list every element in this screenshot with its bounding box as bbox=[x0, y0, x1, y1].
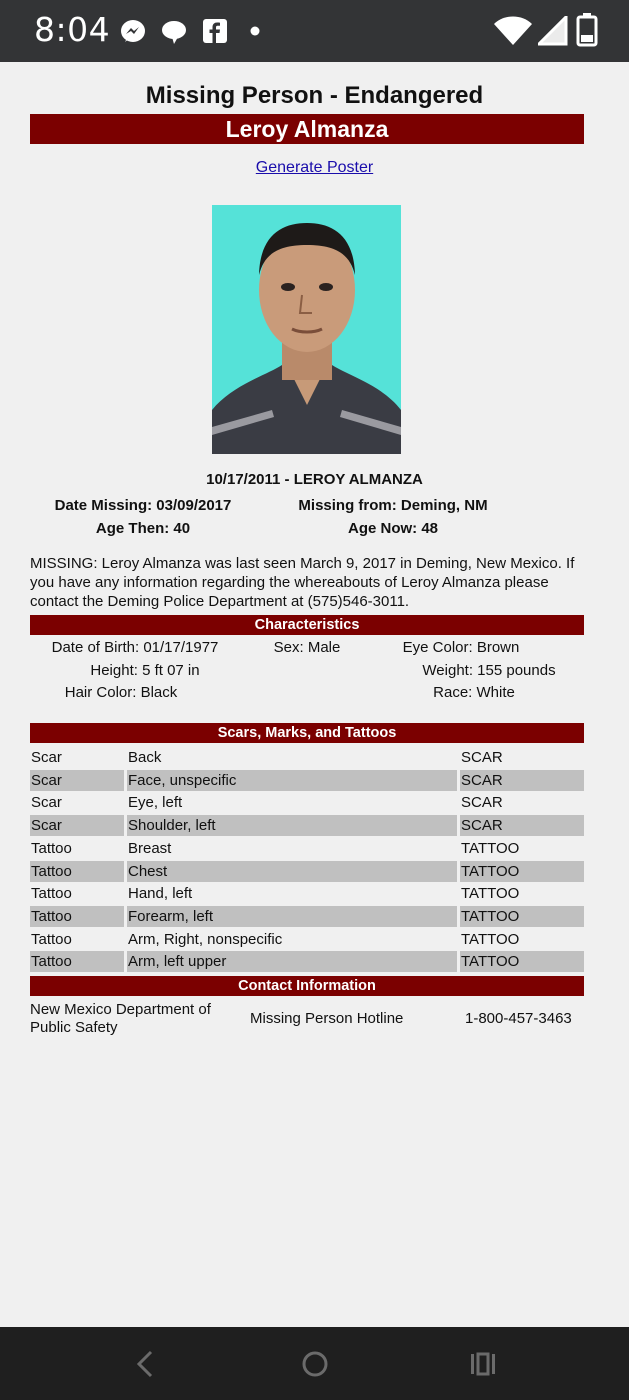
smt-type: Tattoo bbox=[30, 906, 124, 927]
contact-agency: New Mexico Department of Public Safety bbox=[30, 1001, 211, 1036]
smt-location: Breast bbox=[128, 839, 172, 857]
date-missing: Date Missing: 03/09/2017 bbox=[54, 497, 232, 514]
smt-type: Scar bbox=[30, 815, 124, 836]
dot-icon bbox=[250, 26, 260, 36]
eye-color: Eye Color: Brown bbox=[402, 639, 520, 656]
smt-type: Scar bbox=[31, 794, 62, 812]
smt-location: Hand, left bbox=[128, 885, 193, 903]
generate-poster-link[interactable]: Generate Poster bbox=[255, 159, 374, 176]
missing-description: MISSING: Leroy Almanza was last seen March 9, 2017 in Deming, New Mexico. If you have any information regarding the whereabouts of Leroy Almanza please contact the Deming Police Department at (575)546-3011. bbox=[30, 555, 575, 610]
recents-icon[interactable] bbox=[468, 1349, 498, 1379]
smt-category: TATTOO bbox=[460, 951, 584, 972]
smt-row bbox=[30, 883, 584, 904]
contact-line: Missing Person Hotline bbox=[250, 1010, 404, 1027]
person-name-banner: Leroy Almanza bbox=[30, 114, 584, 144]
contact-phone[interactable]: 1-800-457-3463 bbox=[465, 1010, 572, 1027]
chat-bubble-icon bbox=[160, 19, 188, 45]
battery-icon bbox=[576, 13, 598, 47]
smt-location: Forearm, left bbox=[127, 906, 457, 927]
smt-location: Shoulder, left bbox=[127, 815, 457, 836]
messenger-icon bbox=[120, 19, 146, 45]
wifi-icon bbox=[494, 16, 532, 46]
smt-category: TATTOO bbox=[461, 839, 520, 857]
hair-color: Hair Color: Black bbox=[64, 684, 178, 701]
person-photo bbox=[212, 205, 401, 454]
smt-category: TATTOO bbox=[460, 861, 584, 882]
age-then: Age Then: 40 bbox=[95, 520, 191, 537]
missing-from: Missing from: Deming, NM bbox=[298, 497, 488, 514]
smt-row bbox=[30, 815, 584, 836]
smt-category: TATTOO bbox=[460, 906, 584, 927]
smt-category: TATTOO bbox=[461, 930, 520, 948]
weight: Weight: 155 pounds bbox=[422, 662, 556, 679]
smt-category: SCAR bbox=[460, 815, 584, 836]
photo-caption: 10/17/2011 - LEROY ALMANZA bbox=[206, 471, 423, 488]
back-icon[interactable] bbox=[133, 1349, 157, 1379]
age-now: Age Now: 48 bbox=[347, 520, 438, 537]
smt-row bbox=[30, 929, 584, 950]
smt-row bbox=[30, 861, 584, 882]
smt-row bbox=[30, 951, 584, 972]
home-icon[interactable] bbox=[300, 1349, 330, 1379]
smt-category: SCAR bbox=[460, 770, 584, 791]
smt-category: SCAR bbox=[461, 749, 503, 766]
sex: Sex: Male bbox=[273, 639, 341, 656]
smt-row bbox=[30, 906, 584, 927]
facebook-icon bbox=[203, 19, 227, 43]
smt-category: TATTOO bbox=[461, 885, 520, 903]
race: Race: White bbox=[433, 684, 515, 701]
status-time: 8:04 bbox=[34, 10, 111, 49]
smt-header: Scars, Marks, and Tattoos bbox=[30, 723, 584, 743]
navigation-bar bbox=[0, 1327, 629, 1400]
smt-location: Arm, Right, nonspecific bbox=[128, 930, 283, 948]
page-title: Missing Person - Endangered bbox=[145, 82, 484, 109]
smt-type: Tattoo bbox=[31, 930, 72, 948]
smt-type: Tattoo bbox=[30, 861, 124, 882]
smt-type: Tattoo bbox=[30, 951, 124, 972]
smt-type: Scar bbox=[31, 749, 62, 766]
smt-location: Chest bbox=[127, 861, 457, 882]
smt-category: SCAR bbox=[461, 794, 503, 812]
smt-row bbox=[30, 792, 584, 813]
smt-type: Tattoo bbox=[31, 885, 72, 903]
person-photo-illustration bbox=[212, 205, 401, 454]
smt-type: Scar bbox=[30, 770, 124, 791]
contact-header: Contact Information bbox=[30, 976, 584, 996]
smt-row bbox=[30, 838, 584, 859]
page-content bbox=[0, 62, 629, 1327]
smt-type: Tattoo bbox=[31, 839, 72, 857]
date-of-birth: Date of Birth: 01/17/1977 bbox=[51, 639, 219, 656]
characteristics-header: Characteristics bbox=[30, 615, 584, 635]
smt-location: Face, unspecific bbox=[127, 770, 457, 791]
status-bar bbox=[0, 0, 629, 62]
smt-location: Arm, left upper bbox=[127, 951, 457, 972]
smt-row bbox=[30, 747, 584, 768]
smt-row bbox=[30, 770, 584, 791]
smt-location: Eye, left bbox=[128, 794, 183, 812]
smt-location: Back bbox=[128, 749, 162, 766]
height: Height: 5 ft 07 in bbox=[90, 662, 200, 679]
signal-icon bbox=[538, 16, 568, 46]
